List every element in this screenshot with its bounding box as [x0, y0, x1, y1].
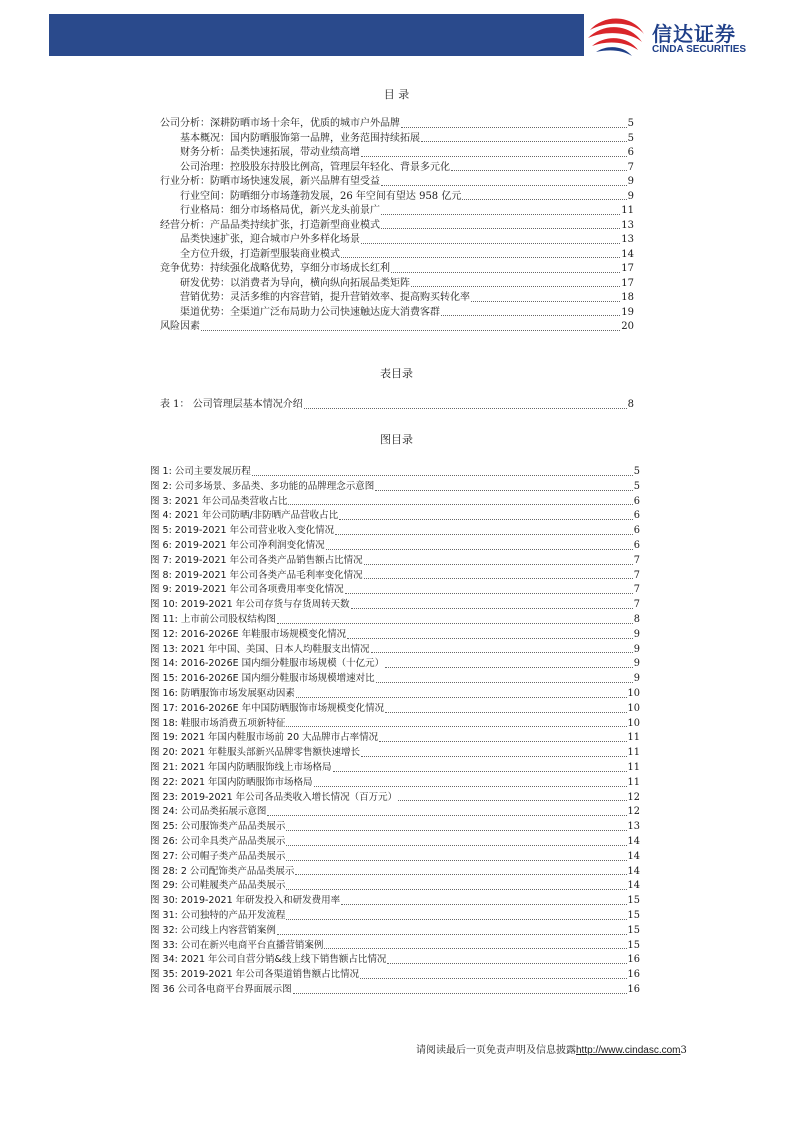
toc-entry-title: 公司分析：深耕防晒市场十余年，优质的城市户外品牌	[160, 117, 401, 132]
figures-list	[150, 465, 640, 998]
toc-entry-page: 19	[621, 306, 634, 318]
toc-entry[interactable]	[160, 190, 634, 205]
toc-entry-title: 图 23: 2019-2021 年公司各品类收入增长情况（百万元）	[150, 791, 398, 806]
dot-leader	[421, 132, 627, 143]
dot-leader	[361, 746, 627, 757]
toc-entry-title: 图 33: 公司在新兴电商平台直播营销案例	[150, 939, 324, 954]
toc-entry-page: 16	[627, 969, 640, 981]
page-number: 3	[680, 1045, 687, 1056]
toc-entry-page: 14	[627, 880, 640, 892]
toc-entry-page: 13	[621, 234, 634, 245]
toc-entry-title: 图 22: 2021 年国内防晒服饰市场格局	[150, 776, 314, 791]
toc-entry[interactable]	[150, 643, 640, 658]
toc-entry-page: 9	[633, 673, 640, 685]
toc-entry[interactable]	[150, 835, 640, 850]
toc-entry-page: 7	[633, 554, 640, 566]
toc-entry[interactable]	[150, 495, 640, 510]
toc-entry[interactable]	[150, 924, 640, 939]
dot-leader	[333, 761, 627, 772]
toc-entry-title: 图 17: 2016-2026E 年中国防晒服饰市场规模变化情况	[150, 702, 385, 717]
toc-entry[interactable]	[150, 805, 640, 820]
toc-entry-page: 11	[627, 761, 640, 773]
toc-entry[interactable]	[150, 509, 640, 524]
dot-leader	[441, 306, 620, 317]
dot-leader	[286, 717, 626, 728]
dot-leader	[293, 983, 627, 994]
dot-leader	[364, 554, 633, 565]
toc-entry-page: 6	[633, 539, 640, 551]
toc-entry[interactable]	[150, 746, 640, 761]
toc-entry-page: 9	[633, 628, 640, 640]
toc-entry-page: 6	[633, 525, 640, 537]
dot-leader	[286, 835, 626, 846]
toc-entry-page: 7	[627, 161, 634, 173]
dot-leader	[360, 968, 626, 979]
dot-leader	[401, 117, 627, 128]
toc-entry-title: 全方位升级，打造新型服装商业模式	[180, 248, 341, 263]
toc-entry-title: 图 15: 2016-2026E 国内细分鞋服市场规模增速对比	[150, 672, 376, 687]
toc-entry-title: 经营分析：产品品类持续扩张，打造新型商业模式	[160, 219, 381, 234]
dot-leader	[385, 657, 633, 668]
toc-entry[interactable]	[150, 731, 640, 746]
toc-entry-title: 研发优势：以消费者为导向，横向纵向拓展品类矩阵	[180, 277, 411, 292]
dot-leader	[286, 850, 626, 861]
toc-entry[interactable]	[150, 554, 640, 569]
dot-leader	[252, 465, 633, 476]
dot-leader	[381, 204, 620, 215]
toc-entry[interactable]	[160, 132, 634, 147]
toc-entry-title: 渠道优势：全渠道广泛布局助力公司快速触达庞大消费客群	[180, 306, 441, 321]
toc-entry-title: 行业空间：防晒细分市场蓬勃发展，26 年空间有望达 958 亿元	[180, 190, 462, 205]
toc-entry-title: 图 31: 公司独特的产品开发流程	[150, 909, 286, 924]
toc-entry-title: 图 34: 2021 年公司自营分销&线上线下销售额占比情况	[150, 953, 387, 968]
toc-entry-title: 营销优势：灵活多维的内容营销，提升营销效率、提高购买转化率	[180, 291, 471, 306]
toc-entry-page: 6	[633, 495, 640, 507]
toc-entry[interactable]	[150, 613, 640, 628]
toc-entry-title: 行业格局：细分市场格局优，新兴龙头前景广	[180, 204, 381, 219]
toc-entry-title: 图 30: 2019-2021 年研发投入和研发费用率	[150, 894, 341, 909]
toc-entry[interactable]	[160, 306, 634, 321]
toc-entry[interactable]	[160, 204, 634, 219]
toc-entry-page: 7	[633, 584, 640, 596]
toc-entry[interactable]	[160, 161, 634, 176]
toc-entry-page: 15	[627, 924, 640, 936]
toc-entry-title: 图 7: 2019-2021 年公司各类产品销售额占比情况	[150, 554, 364, 569]
toc-entry[interactable]	[150, 628, 640, 643]
toc-entry-title: 图 2: 公司多场景、多品类、多功能的品牌理念示意图	[150, 480, 375, 495]
toc-entry-page: 8	[633, 613, 640, 625]
toc-entry-page: 9	[627, 190, 634, 202]
toc-entry[interactable]	[160, 117, 634, 132]
toc-entry-page: 5	[633, 480, 640, 492]
dot-leader	[326, 539, 633, 550]
toc-entry-title: 图 1: 公司主要发展历程	[150, 465, 252, 480]
toc-entry-title: 图 20: 2021 年鞋服头部新兴品牌零售额快速增长	[150, 746, 361, 761]
dot-leader	[381, 219, 620, 230]
toc-entry-page: 15	[627, 939, 640, 951]
toc-entry-title: 图 24: 公司品类拓展示意图	[150, 805, 267, 820]
dot-leader	[385, 702, 626, 713]
toc-entry[interactable]	[160, 146, 634, 161]
toc-entry[interactable]	[160, 262, 634, 277]
toc-entry-page: 15	[627, 895, 640, 907]
dot-leader	[201, 320, 620, 331]
toc-entry[interactable]	[150, 702, 640, 717]
contents-title: 目 录	[383, 88, 410, 101]
tables-list	[160, 398, 634, 413]
dot-leader	[379, 731, 626, 742]
dot-leader	[345, 583, 633, 594]
toc-entry-page: 11	[627, 776, 640, 788]
toc-entry-title: 图 5: 2019-2021 年公司营业收入变化情况	[150, 524, 335, 539]
toc-entry-title: 公司治理：控股股东持股比例高，管理层年轻化、背景多元化	[180, 161, 451, 176]
logo-chinese-name: 信达证券	[652, 22, 736, 46]
dot-leader	[304, 398, 627, 409]
footer-url-link[interactable]: http://www.cindasc.com	[576, 1045, 681, 1056]
dot-leader	[341, 248, 620, 259]
toc-entry-page: 13	[621, 219, 634, 231]
toc-entry-title: 图 12: 2016-2026E 年鞋服市场规模变化情况	[150, 628, 347, 643]
toc-entry[interactable]	[150, 583, 640, 598]
page-footer	[416, 1041, 687, 1056]
toc-entry-page: 9	[633, 658, 640, 670]
toc-entry-page: 12	[627, 791, 640, 803]
toc-entry-page: 14	[621, 248, 634, 260]
toc-entry[interactable]	[150, 953, 640, 968]
dot-leader	[277, 924, 627, 935]
toc-entry-page: 14	[627, 865, 640, 877]
toc-entry-page: 17	[621, 263, 634, 274]
toc-entry[interactable]	[150, 939, 640, 954]
toc-entry[interactable]	[150, 657, 640, 672]
contents-list	[160, 117, 634, 335]
toc-entry-title: 图 19: 2021 年国内鞋服市场前 20 大品牌市占率情况	[150, 731, 379, 746]
toc-entry-page: 10	[627, 702, 640, 714]
toc-entry[interactable]	[150, 820, 640, 835]
toc-entry[interactable]	[150, 539, 640, 554]
toc-entry-title: 图 6: 2019-2021 年公司净利润变化情况	[150, 539, 326, 554]
toc-entry-page: 14	[627, 850, 640, 862]
dot-leader	[471, 291, 620, 302]
toc-entry[interactable]	[160, 248, 634, 263]
toc-entry-page: 17	[621, 277, 634, 289]
toc-entry-title: 图 8: 2019-2021 年公司各类产品毛利率变化情况	[150, 569, 364, 584]
toc-entry-page: 5	[627, 132, 634, 144]
toc-entry-title: 图 16: 防晒服饰市场发展驱动因素	[150, 687, 296, 702]
dot-leader	[411, 277, 620, 288]
toc-entry[interactable]	[150, 761, 640, 776]
dot-leader	[361, 146, 627, 157]
toc-entry[interactable]	[150, 968, 640, 983]
toc-entry[interactable]	[150, 465, 640, 480]
toc-entry[interactable]	[150, 480, 640, 495]
toc-entry[interactable]	[160, 233, 634, 248]
toc-entry-title: 图 3: 2021 年公司品类营收占比	[150, 495, 288, 510]
toc-entry[interactable]	[150, 983, 640, 998]
toc-entry[interactable]	[160, 277, 634, 292]
toc-entry-page: 5	[633, 466, 640, 477]
toc-entry-title: 图 32: 公司线上内容营销案例	[150, 924, 277, 939]
company-logo	[586, 12, 776, 58]
dot-leader	[375, 480, 632, 491]
toc-entry-title: 基本概况：国内防晒服饰第一品牌，业务范围持续拓展	[180, 132, 421, 147]
toc-entry-page: 12	[627, 806, 640, 818]
dot-leader	[347, 628, 633, 639]
tables-title: 表目录	[380, 367, 413, 380]
toc-entry[interactable]	[160, 175, 634, 190]
toc-entry-page: 18	[621, 292, 634, 303]
toc-entry[interactable]	[150, 569, 640, 584]
toc-entry-page: 14	[627, 835, 640, 847]
dot-leader	[324, 939, 626, 950]
toc-entry-page: 11	[621, 205, 634, 216]
toc-entry-title: 图 29: 公司鞋履类产品品类展示	[150, 879, 286, 894]
toc-entry[interactable]	[150, 865, 640, 880]
toc-entry[interactable]	[150, 909, 640, 924]
toc-entry-page: 9	[627, 176, 634, 187]
toc-entry[interactable]	[160, 291, 634, 306]
toc-entry-page: 9	[633, 643, 640, 655]
dot-leader	[296, 687, 627, 698]
toc-entry-page: 15	[627, 909, 640, 921]
toc-entry[interactable]	[150, 717, 640, 732]
toc-entry-page: 11	[627, 732, 640, 744]
toc-entry-page: 8	[627, 399, 634, 410]
dot-leader	[288, 495, 632, 506]
toc-entry-title: 图 14: 2016-2026E 国内细分鞋服市场规模（十亿元）	[150, 657, 385, 672]
toc-entry-title: 财务分析：品类快速拓展，带动业绩高增	[180, 146, 361, 161]
dot-leader	[286, 879, 626, 890]
toc-entry[interactable]	[150, 687, 640, 702]
toc-entry[interactable]	[150, 672, 640, 687]
toc-entry-title: 图 21: 2021 年国内防晒服饰线上市场格局	[150, 761, 333, 776]
toc-entry-title: 图 26: 公司伞具类产品品类展示	[150, 835, 286, 850]
toc-entry-title: 图 13: 2021 年中国、美国、日本人均鞋服支出情况	[150, 643, 371, 658]
toc-entry-page: 16	[627, 954, 640, 966]
dot-leader	[398, 791, 626, 802]
toc-entry-title: 图 4: 2021 年公司防晒/非防晒产品营收占比	[150, 509, 339, 524]
toc-entry-title: 品类快速扩张，迎合城市户外多样化场景	[180, 233, 361, 248]
dot-leader	[335, 524, 633, 535]
toc-entry-page: 5	[627, 118, 634, 129]
dot-leader	[361, 233, 620, 244]
toc-entry-page: 6	[627, 147, 634, 158]
dot-leader	[381, 175, 627, 186]
toc-entry[interactable]	[150, 894, 640, 909]
toc-entry[interactable]	[150, 776, 640, 791]
toc-entry-title: 风险因素	[160, 320, 201, 335]
toc-entry-title: 图 9: 2019-2021 年公司各项费用率变化情况	[150, 583, 345, 598]
dot-leader	[295, 865, 626, 876]
toc-entry-title: 竞争优势：持续强化战略优势，享细分市场成长红利	[160, 262, 391, 277]
toc-entry-page: 6	[633, 510, 640, 522]
dot-leader	[376, 672, 633, 683]
toc-entry[interactable]	[160, 219, 634, 234]
toc-entry[interactable]	[150, 850, 640, 865]
dot-leader	[277, 613, 633, 624]
toc-entry-page: 10	[627, 717, 640, 729]
toc-entry-title: 图 27: 公司帽子类产品品类展示	[150, 850, 286, 865]
figures-title: 图目录	[380, 433, 413, 446]
toc-entry-page: 7	[633, 569, 640, 581]
toc-entry-title: 图 11: 上市前公司股权结构图	[150, 613, 277, 628]
toc-entry-title: 图 10: 2019-2021 年公司存货与存货周转天数	[150, 598, 351, 613]
toc-entry[interactable]	[150, 879, 640, 894]
dot-leader	[286, 820, 626, 831]
dot-leader	[286, 909, 626, 920]
dot-leader	[462, 190, 626, 201]
header-banner	[49, 14, 584, 56]
toc-entry[interactable]	[150, 524, 640, 539]
toc-entry-title: 表 1： 公司管理层基本情况介绍	[160, 398, 304, 413]
dot-leader	[387, 953, 626, 964]
toc-entry-title: 行业分析：防晒市场快速发展，新兴品牌有望受益	[160, 175, 381, 190]
logo-english-name: CINDA SECURITIES	[652, 44, 747, 55]
toc-entry-title: 图 18: 鞋服市场消费五项新特征	[150, 717, 286, 732]
dot-leader	[351, 598, 633, 609]
toc-entry[interactable]	[150, 791, 640, 806]
dot-leader	[364, 569, 633, 580]
dot-leader	[339, 509, 633, 520]
toc-entry-title: 图 28: 2 公司配饰类产品品类展示	[150, 865, 295, 880]
footer-disclaimer: 请阅读最后一页免责声明及信息披露	[416, 1045, 576, 1056]
toc-entry-page: 10	[627, 687, 640, 699]
toc-entry-title: 图 36 公司各电商平台界面展示图	[150, 983, 293, 998]
dot-leader	[314, 776, 627, 787]
toc-entry[interactable]	[160, 398, 634, 413]
toc-entry-page: 7	[633, 599, 640, 611]
dot-leader	[371, 643, 633, 654]
toc-entry-page: 11	[627, 747, 640, 759]
dot-leader	[451, 161, 627, 172]
toc-entry-title: 图 25: 公司服饰类产品品类展示	[150, 820, 286, 835]
dot-leader	[267, 805, 626, 816]
dot-leader	[341, 894, 626, 905]
toc-entry-title: 图 35: 2019-2021 年公司各渠道销售额占比情况	[150, 968, 360, 983]
toc-entry[interactable]	[160, 320, 634, 335]
toc-entry-page: 20	[621, 321, 634, 332]
dot-leader	[391, 262, 620, 273]
toc-entry-page: 16	[627, 983, 640, 995]
toc-entry-page: 13	[627, 821, 640, 833]
toc-entry[interactable]	[150, 598, 640, 613]
cinda-swoosh-icon	[586, 12, 648, 58]
